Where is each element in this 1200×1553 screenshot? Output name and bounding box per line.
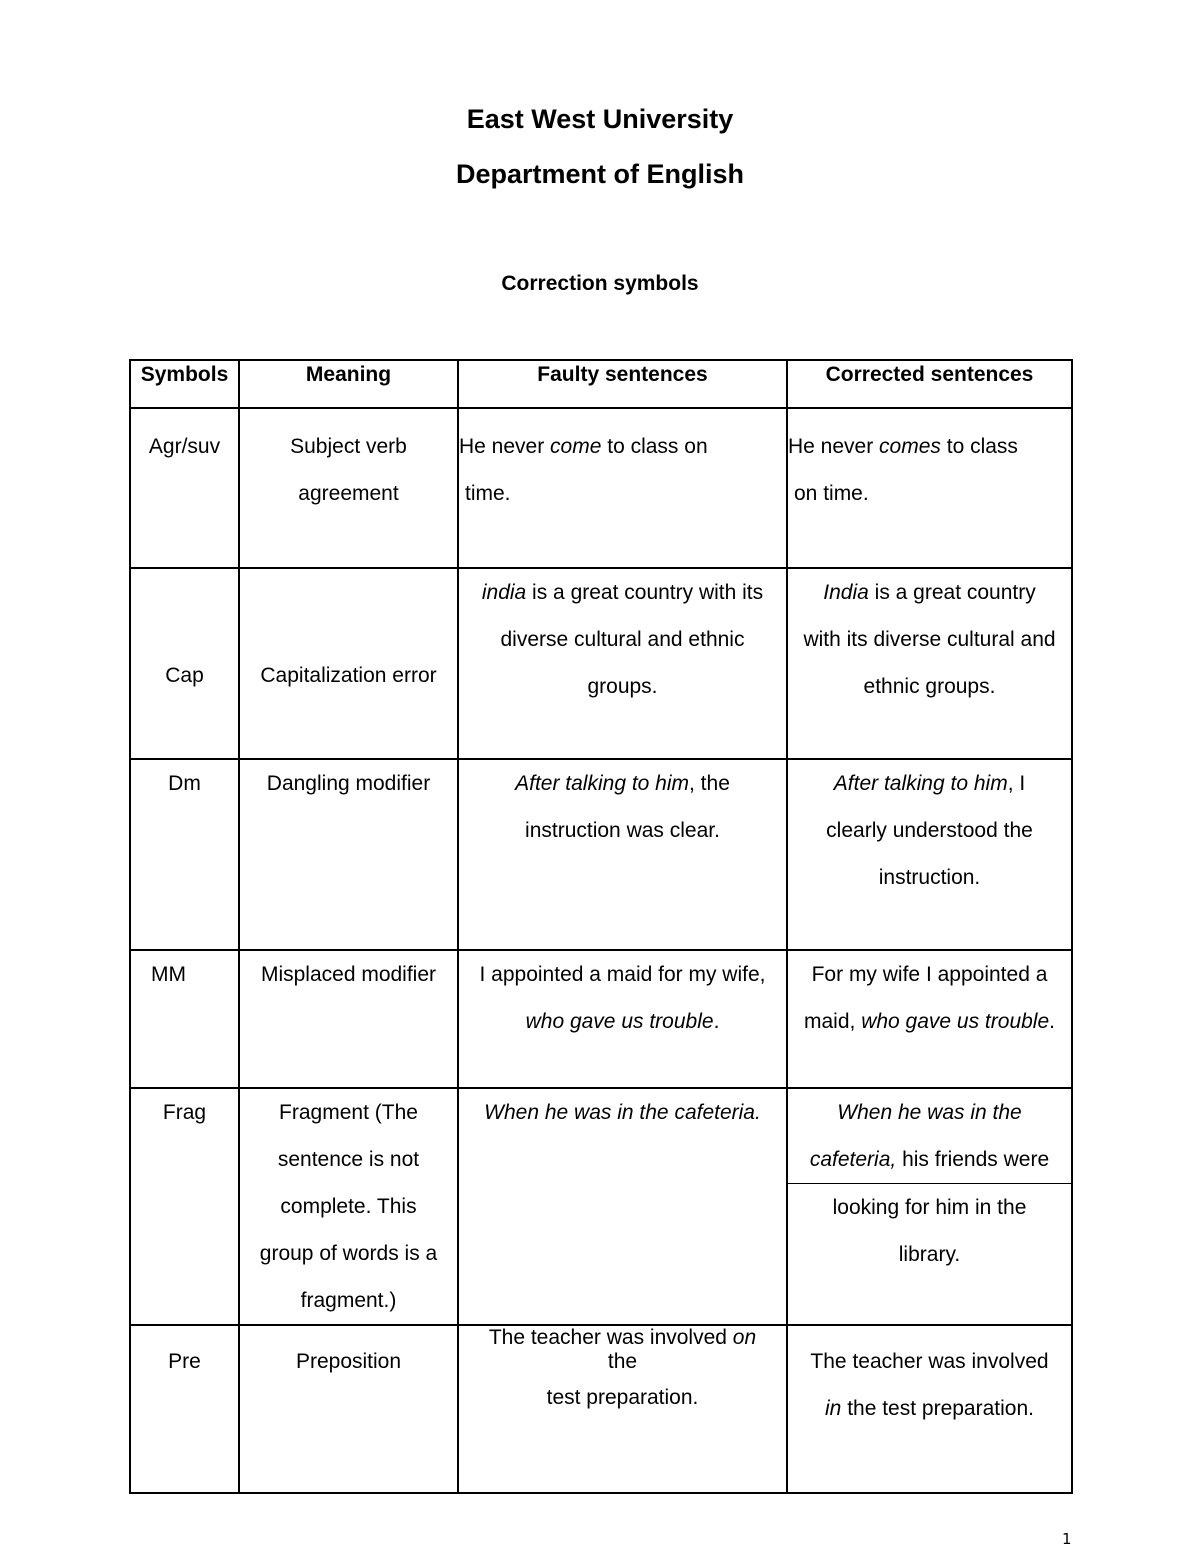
corrected-cell [787,1088,1072,1325]
faulty-text: diverse cultural and ethnic [500,628,745,651]
department-title: Department of English [455,159,745,189]
corrected-text: , I [1007,772,1026,795]
corrected-text: For my wife I appointed a [811,963,1048,986]
meaning-text: complete. This [280,1195,417,1218]
corrected-text: library. [898,1243,961,1266]
faulty-text: instruction was clear. [525,819,720,842]
meaning-cell [239,408,458,568]
corrected-text: on time. [794,482,869,505]
meaning-cell: Preposition [239,1325,458,1493]
corrected-cell [787,759,1072,950]
faulty-text: The teacher was involved [488,1326,733,1349]
faulty-emphasis: come [550,435,602,458]
faulty-cell [458,568,787,759]
corrected-cell [787,1325,1072,1493]
corrected-text: his friends were [896,1148,1050,1171]
meaning-text: Fragment (The [279,1101,418,1124]
table-row [130,950,1072,1088]
meaning-text: sentence is not [277,1148,420,1171]
column-header: Faulty sentences [458,360,787,408]
correction-symbols-table [129,359,1073,1494]
corrected-emphasis: After talking to him [833,772,1008,795]
corrected-text: clearly understood the [826,819,1033,842]
column-header: Corrected sentences [787,360,1072,408]
corrected-text: looking for him in the [832,1196,1027,1219]
corrected-text: He never [788,435,880,458]
corrected-emphasis: When he was in the [837,1101,1022,1124]
faulty-text: I appointed a maid for my wife, [479,963,766,986]
symbol-cell: Frag [130,1088,239,1325]
corrected-emphasis: India [823,581,869,604]
corrected-text: is a great country [868,581,1036,604]
faulty-emphasis: who gave us trouble [525,1010,714,1033]
faulty-cell [458,1088,787,1325]
table-row [130,1325,1072,1493]
table-row [130,759,1072,950]
corrected-emphasis: cafeteria, [809,1148,897,1171]
meaning-cell: Capitalization error [239,568,458,759]
table-header-row [130,360,1072,408]
corrected-text: to class [940,435,1018,458]
university-title: East West University [466,104,734,134]
symbol-cell: Cap [130,568,239,759]
corrected-cell [787,950,1072,1088]
meaning-text: Subject verb [290,435,407,458]
page-number: 1 [1062,1530,1072,1548]
faulty-emphasis: india [481,581,527,604]
corrected-text: the test preparation. [841,1397,1034,1420]
table-row [130,1088,1072,1325]
symbol-cell: Pre [130,1325,239,1493]
table-row [130,408,1072,568]
meaning-cell [239,1088,458,1325]
faulty-cell [458,1325,787,1493]
corrected-text: ethnic groups. [863,675,996,698]
corrected-text: maid, [804,1010,862,1033]
corrected-emphasis: who gave us trouble [861,1010,1050,1033]
corrected-text: instruction. [878,866,981,889]
faulty-emphasis: After talking to him [515,772,690,795]
document-subtitle: Correction symbols [501,272,699,295]
faulty-text: groups. [587,675,658,698]
symbol-cell: Dm [130,759,239,950]
corrected-text: . [1049,1010,1055,1033]
meaning-text: group of words is a [259,1242,438,1265]
symbol-cell: Agr/suv [130,408,239,568]
corrected-cell [787,568,1072,759]
faulty-text: is a great country with its [526,581,764,604]
faulty-text: He never [459,435,551,458]
faulty-cell [458,408,787,568]
symbol-cell: MM [130,950,239,1088]
corrected-text: with its diverse cultural and [803,628,1056,651]
corrected-text: The teacher was involved [810,1350,1049,1373]
faulty-text: , the [689,772,730,795]
inner-divider [788,1183,1071,1184]
meaning-text: agreement [298,482,399,505]
faulty-emphasis: on [732,1326,757,1349]
table-row [130,568,1072,759]
meaning-text: fragment.) [300,1289,397,1312]
faulty-text: to class on [601,435,708,458]
meaning-cell: Misplaced modifier [239,950,458,1088]
column-header: Meaning [239,360,458,408]
column-header: Symbols [130,360,239,408]
faulty-text: the [607,1350,638,1373]
faulty-emphasis: When he was in the cafeteria. [484,1101,761,1124]
faulty-text: test preparation. [546,1386,699,1409]
meaning-cell: Dangling modifier [239,759,458,950]
faulty-text: . [713,1010,720,1033]
faulty-cell [458,950,787,1088]
faulty-text: time. [465,482,511,505]
corrected-emphasis: comes [879,435,941,458]
faulty-cell [458,759,787,950]
corrected-cell [787,408,1072,568]
corrected-emphasis: in [825,1397,842,1420]
